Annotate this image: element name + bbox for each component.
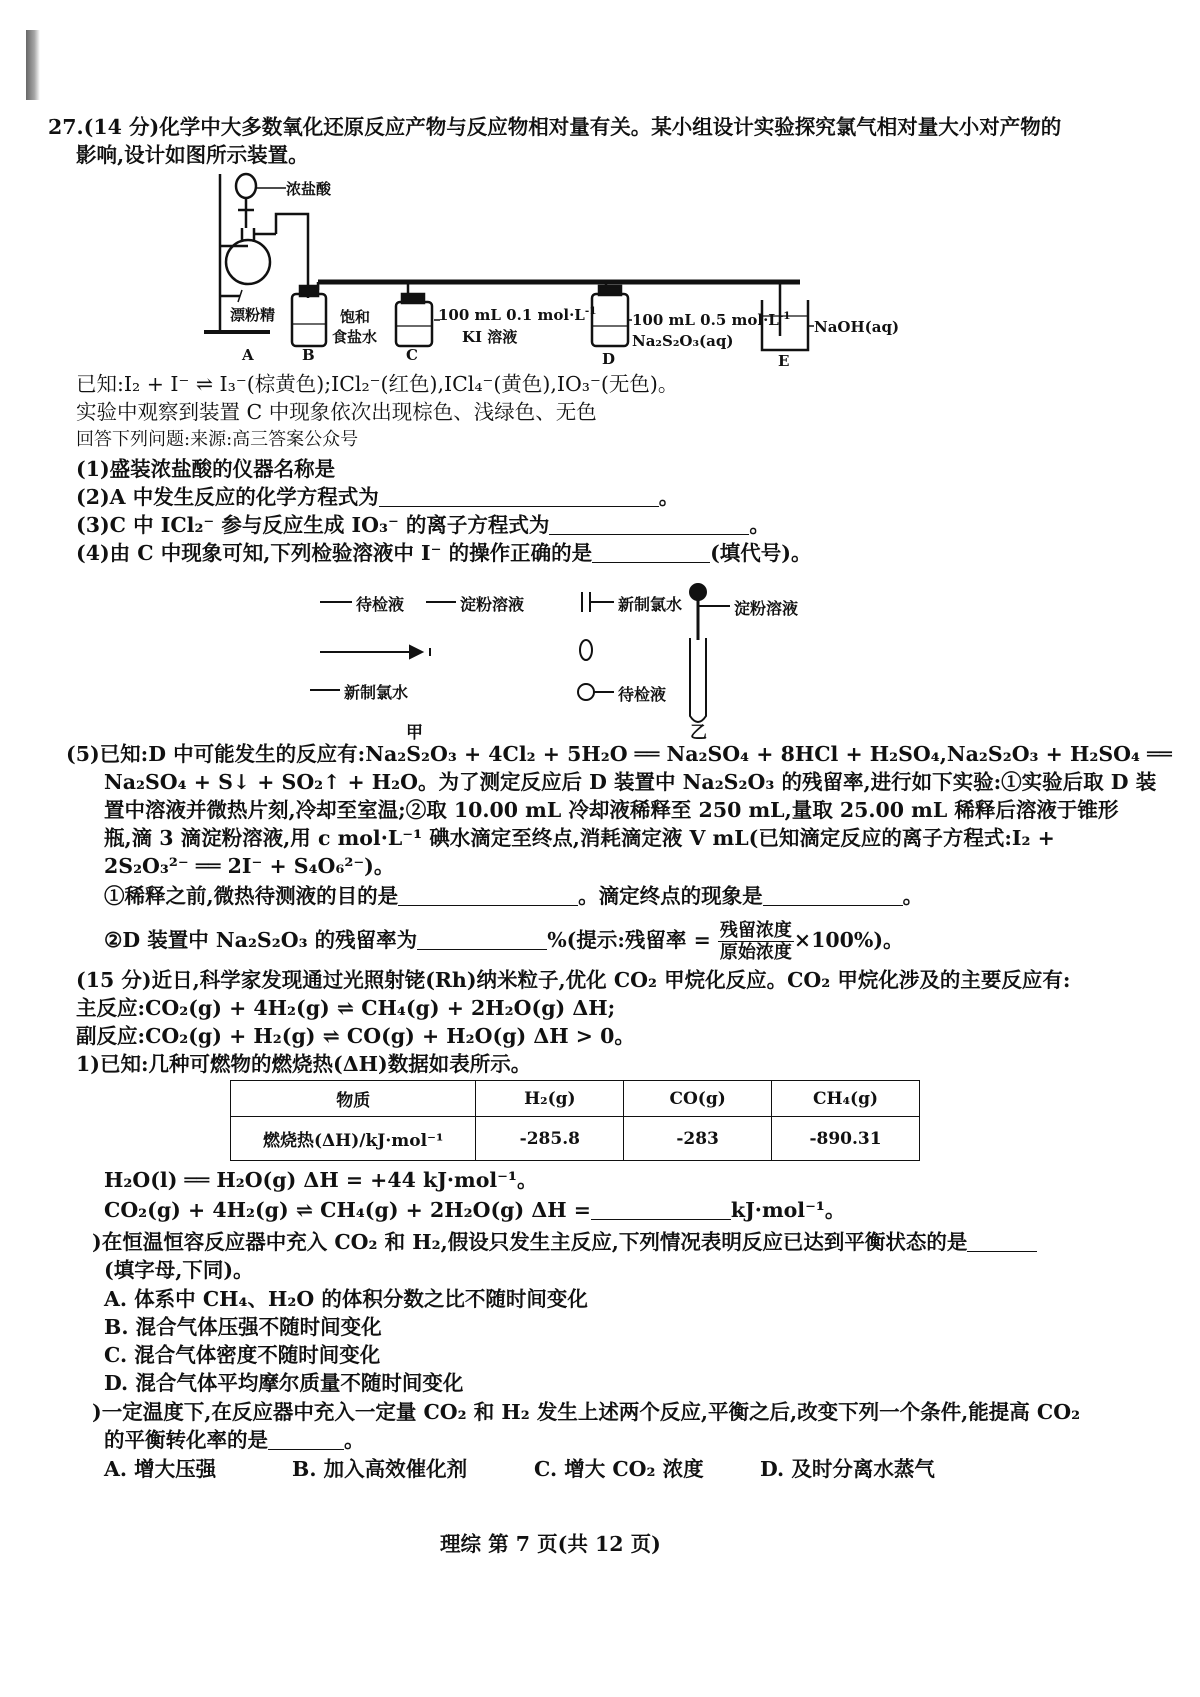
table-cell-ch4: -890.31 [772, 1117, 920, 1161]
jia-starch-label: 淀粉溶液 [460, 595, 525, 614]
jia-chlorine-label: 新制氯水 [344, 683, 409, 702]
q27-observation: 实验中观察到装置 C 中现象依次出现棕色、浅绿色、无色 [76, 400, 597, 424]
page-footer: 理综 第 7 页(共 12 页) [440, 1532, 661, 1556]
yi-tube-small-2 [578, 684, 594, 700]
apparatus-diagram [200, 166, 900, 372]
label-jia: 甲 [406, 723, 423, 743]
q28-header: (15 分)近日,科学家发现通过光照射铑(Rh)纳米粒子,优化 CO₂ 甲烷化反应。CO₂ 甲烷化涉及的主要反应有: [76, 968, 1071, 992]
answer-blank-5-1a[interactable] [398, 885, 578, 906]
letter-b: B [302, 346, 315, 364]
operation-diagrams [300, 580, 820, 743]
yi-chlorine-label: 新制氯水 [618, 595, 683, 614]
dropper-bulb [690, 584, 706, 600]
fraction-numerator: 残留浓度 [719, 920, 792, 941]
jia-sample-label: 待检液 [356, 595, 405, 614]
answer-blank-2[interactable] [379, 486, 659, 507]
label-na2s2o3-1: 100 mL 0.5 $mol\cdot L^{-1}$ [632, 310, 791, 329]
bottle-b [292, 294, 326, 346]
q28-part2: )在恒温恒容反应器中充入 CO₂ 和 H₂,假设只发生主反应,下列情况表明反应已达到平衡状态的是 [92, 1228, 1037, 1256]
bottle-d [592, 294, 628, 346]
answer-blank-dh[interactable] [591, 1199, 731, 1220]
q28-option3-b: B. 加入高效催化剂 [292, 1457, 468, 1481]
answer-blank-4[interactable] [592, 542, 710, 563]
q27-part5-q2: ②D 装置中 Na₂S₂O₃ 的残留率为 %(提示:残留率 = $\frac{\text{残留浓度}}{\text{原始浓度}}$ ×100%)。 [104, 920, 904, 963]
letter-d: D [602, 350, 616, 368]
fraction-denominator: 原始浓度 [719, 942, 792, 963]
q28-option3-a: A. 增大压强 [104, 1457, 217, 1481]
q28-main-reaction: 主反应:CO₂(g) + 4H₂(g) ⇌ CH₄(g) + 2H₂O(g) ΔH; [76, 996, 616, 1020]
answer-blank-3[interactable] [549, 514, 749, 535]
test-tube [690, 638, 706, 722]
yi-tube-small-1 [580, 640, 592, 660]
residue-ratio-fraction [718, 920, 794, 963]
table-cell-co: -283 [624, 1117, 772, 1161]
q27-part5-line4: 瓶,滴 3 滴淀粉溶液,用 c mol·L⁻¹ 碘水滴定至终点,消耗滴定液 V mL(已知滴定反应的离子方程式:I₂ + [104, 826, 1055, 850]
label-hcl: 浓盐酸 [286, 180, 332, 198]
label-na2s2o3-2: Na₂S₂O₃(aq) [632, 332, 734, 350]
yi-starch-label: 淀粉溶液 [734, 599, 799, 618]
q27-header-cont: 影响,设计如图所示装置。 [76, 143, 309, 167]
letter-a: A [242, 346, 254, 364]
label-ki-2: KI 溶液 [462, 328, 518, 346]
answer-blank-5-2[interactable] [417, 929, 547, 950]
q27-part4: (4)由 C 中现象可知,下列检验溶液中 I⁻ 的操作正确的是 (填代号)。 [76, 541, 812, 565]
letter-c: C [406, 346, 418, 364]
label-naoh: NaOH(aq) [814, 318, 900, 336]
label-bleach: 漂粉精 [230, 306, 276, 324]
table-cell-h2: -285.8 [476, 1117, 624, 1161]
table-row-label: 燃烧热(ΔH)/kJ·mol⁻¹ [231, 1117, 476, 1161]
q27-part5-q1: ①稀释之前,微热待测液的目的是 。滴定终点的现象是 。 [104, 884, 924, 908]
label-ki-1: 100 mL 0.1 $mol\cdot L^{-1}$ [438, 305, 597, 324]
q28-part3-cont: 的平衡转化率的是 。 [104, 1428, 365, 1452]
answer-blank-28-3[interactable] [268, 1429, 344, 1450]
letter-e: E [778, 352, 790, 370]
q27-part5-line5: 2S₂O₃²⁻ ══ 2I⁻ + S₄O₆²⁻)。 [104, 854, 395, 878]
answer-blank-5-1b[interactable] [763, 885, 903, 906]
q28-h2o-line: H₂O(l) ══ H₂O(g) ΔH = +44 kJ·mol⁻¹。 [104, 1168, 538, 1192]
q27-part2: (2)A 中发生反应的化学方程式为 。 [76, 485, 680, 509]
combustion-heat-table [230, 1080, 920, 1161]
q28-calc-line: CO₂(g) + 4H₂(g) ⇌ CH₄(g) + 2H₂O(g) ΔH = kJ·mol⁻¹。 [104, 1198, 846, 1222]
label-brine-1: 饱和 [340, 308, 371, 326]
q27-known: 已知:I₂ + I⁻ ⇌ I₃⁻(棕黄色);ICl₂⁻(红色),ICl₄⁻(黄色),IO₃⁻(无色)。 [76, 372, 679, 396]
label-brine-2: 食盐水 [332, 328, 378, 346]
q28-option2-c: C. 混合气体密度不随时间变化 [104, 1343, 381, 1367]
q27-part5-line3: 置中溶液并微热片刻,冷却至室温;②取 10.00 mL 冷却液稀释至 250 mL,量取 25.00 mL 稀释后溶液于锥形 [104, 798, 1119, 822]
label-yi: 乙 [690, 723, 707, 743]
separatory-funnel [236, 174, 256, 198]
q28-option2-d: D. 混合气体平均摩尔质量不随时间变化 [104, 1371, 464, 1395]
q27-part1: (1)盛装浓盐酸的仪器名称是 [76, 457, 336, 481]
q27-header: 27.(14 分)化学中大多数氧化还原反应产物与反应物相对量有关。某小组设计实验探究氯气相对量大小对产物的 [48, 115, 1062, 139]
table-header-co: CO(g) [624, 1081, 772, 1117]
answer-blank-28-2[interactable] [967, 1231, 1037, 1252]
q27-part5-line2: Na₂SO₄ + S↓ + SO₂↑ + H₂O。为了测定反应后 D 装置中 Na₂S₂O₃ 的残留率,进行如下实验:①实验后取 D 装 [104, 770, 1157, 794]
q28-option2-b: B. 混合气体压强不随时间变化 [104, 1315, 382, 1339]
q28-option2-a: A. 体系中 CH₄、H₂O 的体积分数之比不随时间变化 [104, 1287, 588, 1311]
q28-part3: )一定温度下,在反应器中充入一定量 CO₂ 和 H₂ 发生上述两个反应,平衡之后,改变下列一个条件,能提高 CO₂ [92, 1400, 1081, 1424]
scan-edge-artifact [26, 30, 40, 100]
table-header-substance: 物质 [231, 1081, 476, 1117]
q27-part5-line1: (5)已知:D 中可能发生的反应有:Na₂S₂O₃ + 4Cl₂ + 5H₂O ══ Na₂SO₄ + 8HCl + H₂SO₄,Na₂S₂O₃ + H₂SO₄ ══ [66, 742, 1172, 766]
q27-answer-intro: 回答下列问题:来源:高三答案公众号 [76, 429, 359, 450]
table-header-ch4: CH₄(g) [772, 1081, 920, 1117]
q28-part2-cont: (填字母,下同)。 [104, 1258, 254, 1282]
bottle-c [396, 302, 432, 346]
q28-side-reaction: 副反应:CO₂(g) + H₂(g) ⇌ CO(g) + H₂O(g) ΔH > 0。 [76, 1024, 635, 1048]
q28-part1: 1)已知:几种可燃物的燃烧热(ΔH)数据如表所示。 [76, 1052, 532, 1076]
yi-sample-label: 待检液 [618, 685, 667, 704]
table-header-h2: H₂(g) [476, 1081, 624, 1117]
q28-option3-c: C. 增大 CO₂ 浓度 [534, 1457, 704, 1481]
q28-option3-d: D. 及时分离水蒸气 [760, 1457, 935, 1481]
q27-part3: (3)C 中 ICl₂⁻ 参与反应生成 IO₃⁻ 的离子方程式为 。 [76, 513, 770, 537]
